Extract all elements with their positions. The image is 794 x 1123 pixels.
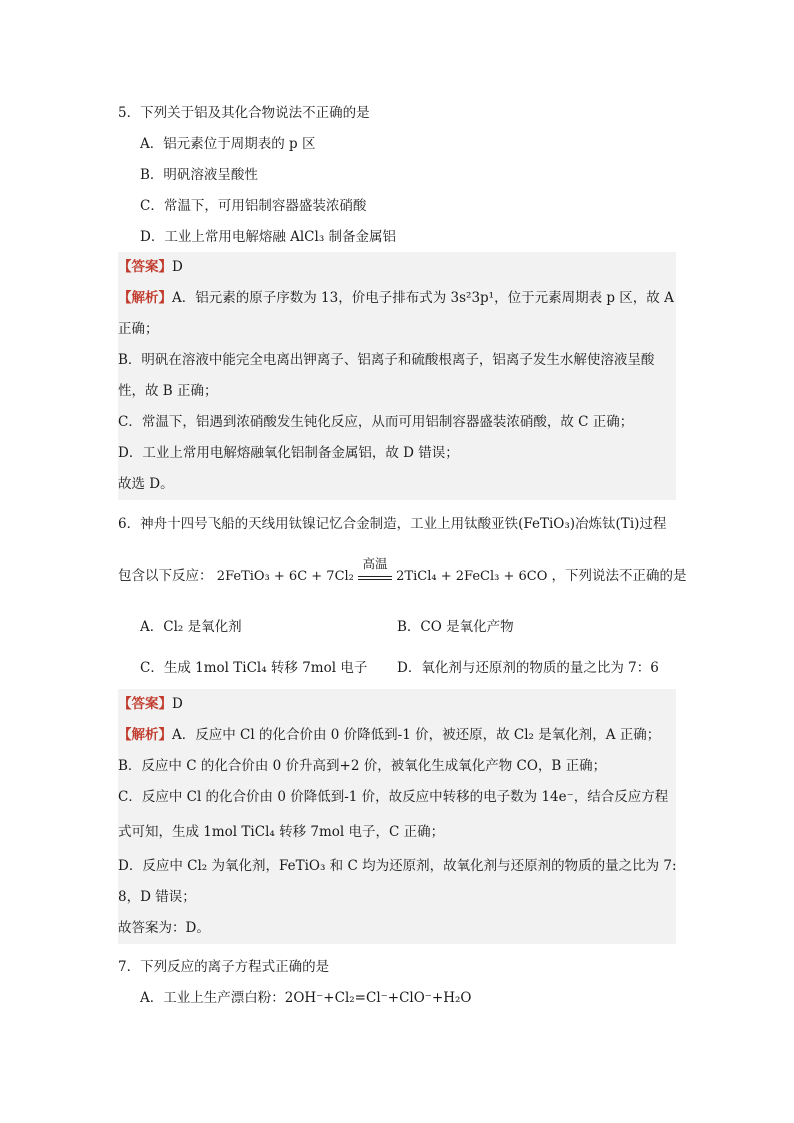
analysis-text: A．反应中 Cl 的化合价由 0 价降低到-1 价，被还原，故 Cl₂ 是氧化剂，A 正确； [172, 727, 661, 743]
q6-stem-prefix: 包含以下反应： [118, 568, 213, 584]
q6-answer-block [118, 689, 676, 944]
q5-analysis-line-4: 性，故 B 正确； [118, 383, 218, 399]
q5-answer-block [118, 252, 676, 500]
analysis-text: A．铝元素的原子序数为 13，价电子排布式为 3s²3p¹，位于元素周期表 p 区，故 A [172, 290, 674, 306]
q6-analysis-line-7: 故答案为：D。 [118, 920, 210, 936]
q5-analysis-line-3: B．明矾在溶液中能完全电离出钾离子、铝离子和硫酸根离子，铝离子发生水解使溶液呈酸 [118, 352, 655, 368]
q5-stem: 5．下列关于铝及其化合物说法不正确的是 [118, 105, 370, 121]
q6-option-a: A．Cl₂ 是氧化剂 [140, 619, 242, 635]
q7-option-a: A．工业上生产漂白粉：2OH⁻+Cl₂=Cl⁻+ClO⁻+H₂O [140, 990, 472, 1006]
q5-analysis-line-1 [118, 283, 676, 314]
q6-analysis-line-3: C．反应中 Cl 的化合价由 0 价降低到-1 价，故反应中转移的电子数为 14e⁻，结合反应方程 [118, 789, 669, 805]
condition-label: 高温 [362, 556, 388, 571]
equation-reactants: 2FeTiO₃ + 6C + 7Cl₂ [216, 569, 354, 584]
q6-option-b: B．CO 是氧化产物 [397, 619, 514, 635]
q5-analysis-line-5: C．常温下，铝遇到浓硝酸发生钝化反应，从而可用铝制容器盛装浓硝酸，故 C 正确； [118, 414, 634, 430]
q5-analysis-line-7: 故选 D。 [118, 476, 174, 492]
q6-analysis-line-6: 8，D 错误； [118, 889, 196, 905]
q6-stem-suffix: ，下列说法不正确的是 [551, 568, 687, 584]
answer-value: D [172, 259, 183, 275]
q6-analysis-line-1 [118, 720, 676, 751]
q6-answer-line [118, 689, 676, 720]
equals-bar [358, 576, 392, 580]
answer-value: D [172, 696, 183, 712]
q6-analysis-line-4: 式可知，生成 1mol TiCl₄ 转移 7mol 电子，C 正确； [118, 824, 445, 840]
reaction-equation [216, 556, 552, 584]
q6-option-d: D．氧化剂与还原剂的物质的量之比为 7：6 [397, 660, 659, 676]
answer-tag: 【答案】 [118, 696, 172, 712]
q5-analysis-line-6: D．工业上常用电解熔融氧化铝制备金属铝，故 D 错误； [118, 445, 459, 461]
q5-analysis-line-2: 正确； [118, 321, 159, 337]
equation-products: 2TiCl₄ + 2FeCl₃ + 6CO [396, 569, 548, 584]
answer-tag: 【答案】 [118, 259, 172, 275]
q5-option-b: B．明矾溶液呈酸性 [140, 167, 258, 183]
q7-stem: 7．下列反应的离子方程式正确的是 [118, 959, 330, 975]
q6-stem-line-2 [118, 556, 687, 587]
reaction-condition [358, 556, 392, 580]
q5-option-a: A．铝元素位于周期表的 p 区 [140, 136, 316, 152]
q6-stem-line-1: 6．神舟十四号飞船的天线用钛镍记忆合金制造，工业上用钛酸亚铁(FeTiO₃)冶炼钛(Ti)过程 [118, 516, 667, 532]
q6-analysis-line-2: B．反应中 C 的化合价由 0 价升高到+2 价，被氧化生成氧化产物 CO，B 正确； [118, 758, 607, 774]
q5-option-d: D．工业上常用电解熔融 AlCl₃ 制备金属铝 [140, 229, 397, 245]
q5-answer-line [118, 252, 676, 283]
q6-analysis-line-5: D．反应中 Cl₂ 为氧化剂，FeTiO₃ 和 C 均为还原剂，故氧化剂与还原剂的物质的量之比为 7: [118, 858, 677, 874]
q6-option-c: C．生成 1mol TiCl₄ 转移 7mol 电子 [140, 660, 368, 676]
analysis-tag: 【解析】 [118, 727, 172, 743]
analysis-tag: 【解析】 [118, 290, 172, 306]
q5-option-c: C．常温下，可用铝制容器盛装浓硝酸 [140, 198, 367, 214]
